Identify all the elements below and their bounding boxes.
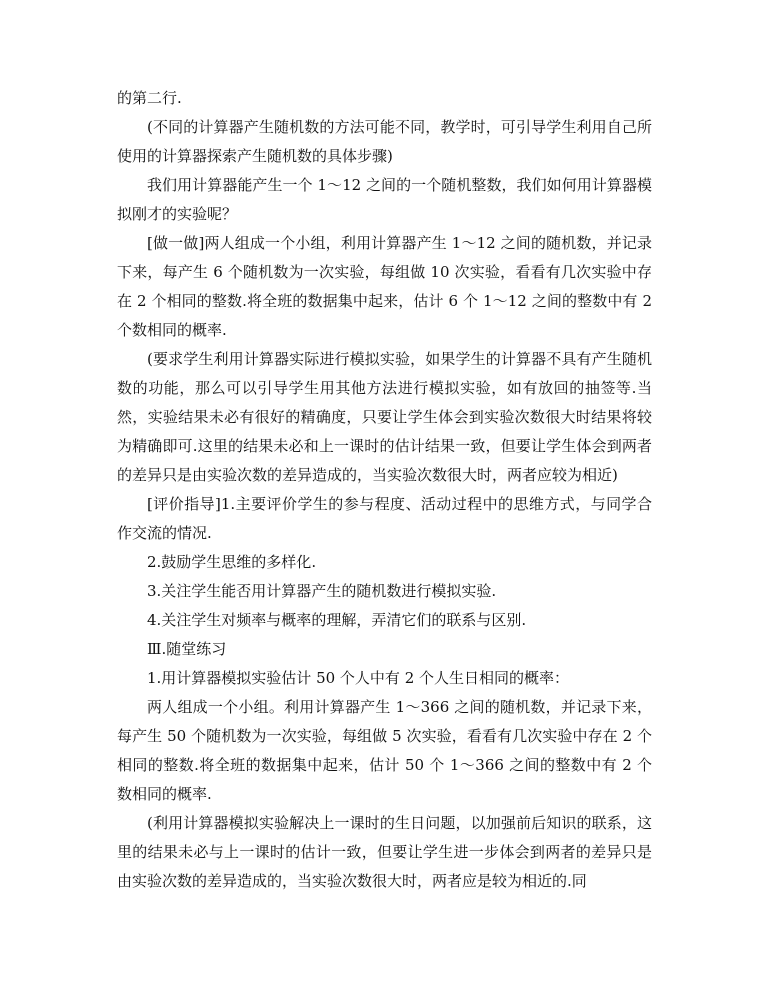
paragraph-evaluation-1: [评价指导]1.主要评价学生的参与程度、活动过程中的思维方式，与同学合作交流的情况. (117, 495, 652, 542)
paragraph-evaluation-3: 3.关注学生能否用计算器产生的随机数进行模拟实验. (147, 582, 497, 600)
paragraph-question: 我们用计算器能产生一个 1～12 之间的一个随机整数，我们如何用计算器模拟刚才的实验呢？ (117, 176, 652, 223)
paragraph-exercise-1: 1.用计算器模拟实验估计 50 个人中有 2 个人生日相同的概率： (147, 669, 570, 687)
paragraph-continuation: 的第二行. (117, 89, 182, 107)
section-heading-practice: Ⅲ.随堂练习 (147, 640, 227, 658)
paragraph-activity: [做一做]两人组成一个小组，利用计算器产生 1～12 之间的随机数，并记录下来，每产生 6 个随机数为一次实验，每组做 10 次实验，看看有几次实验中存在 2 个相同的整数.将全班的数据集中起来，估计 6 个 1～12 之间的整数中有 2 个数相同的概率. (117, 234, 652, 339)
paragraph-evaluation-4: 4.关注学生对频率与概率的理解，弄清它们的联系与区别. (147, 611, 527, 629)
paragraph-calculator-note: (不同的计算器产生随机数的方法可能不同，教学时，可引导学生利用自己所使用的计算器探索产生随机数的具体步骤) (117, 118, 652, 165)
paragraph-exercise-note: (利用计算器模拟实验解决上一课时的生日问题，以加强前后知识的联系，这里的结果未必与上一课时的估计一致，但要让学生进一步体会到两者的差异只是由实验次数的差异造成的，当实验次数很大时，两者应是较为相近的.同 (117, 814, 652, 890)
paragraph-evaluation-2: 2.鼓励学生思维的多样化. (147, 553, 317, 571)
paragraph-exercise-instructions: 两人组成一个小组。利用计算器产生 1～366 之间的随机数，并记录下来，每产生 50 个随机数为一次实验，每组做 5 次实验，看看有几次实验中存在 2 个相同的整数.将全班的数据集中起来，估计 50 个 1～366 之间的整数中有 2 个数相同的概率. (117, 698, 652, 803)
paragraph-requirement-note: (要求学生利用计算器实际进行模拟实验，如果学生的计算器不具有产生随机数的功能，那么可以引导学生用其他方法进行模拟实验，如有放回的抽签等.当然，实验结果未必有很好的精确度，只要让学生体会到实验次数很大时结果将较为精确即可.这里的结果未必和上一课时的估计结果一致，但要让学生体会到两者的差异只是由实验次数的差异造成的，当实验次数很大时，两者应较为相近) (117, 350, 652, 484)
document-body (117, 84, 652, 896)
